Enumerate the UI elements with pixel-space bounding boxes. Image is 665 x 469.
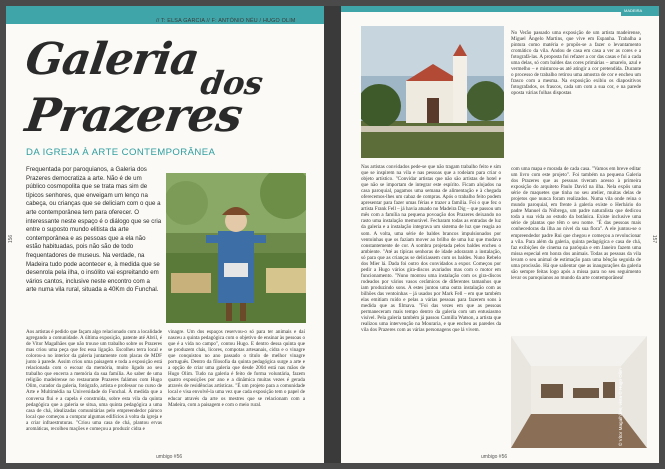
gallery-photo [511, 336, 647, 448]
right-page [341, 6, 659, 463]
left-page [6, 6, 324, 463]
page-number-left: 156 [8, 234, 15, 244]
page-number-right: 157 [650, 234, 657, 244]
body-column-3: Nas artistas convidados pede-se que não tragam trabalho feito e sim que se inspirem na vila e nas pessoas que a rodeiam para criar o objeto artístico. "Convidar artistas que não são artistas de hotel e que não se importam de integrar este espírito. Ficam alojados na casa paroquial, pagamos uma semana de alimentação e à chegada oferecemos-lhes um cabaz de compras. Após o trabalho feito podem apresentar para fazer umas férias e trazer a família. Foi o que fez o artista Frank Fell – já havia atuado no Madeira Dig – que passou um mês com a família na pequena povoação dos Prazeres deixando no rasto uma instalação memorável. Fecharam todas as entradas de luz da galeria e a instalação integrava um sistema de luz que reagia ao som. A volta, uma série de baldes brancos impulsionados por ventoinhas que os faziam mover ao brilho de uma luz que mudava constantemente de cor. A sombra projetada pelos baldes encheu o ambiente. "Até as típicas senhoras de idade adoraram a instalação, só para que as crianças se deliciassem com os baldes. Nuno Rebelo dos Mier lá. Dada foi outro dos convidados a expor. Começou por pedir a Hugo vários gira-discos avariados mas com o motor em funcionamento. "Nuno montou uma instalação com os gira-discos rodeados por vários vasos cerâmicos de diferentes tamanhos que iam produzindo sons. A estes juntou uma outra instalação com as bilhões das ventoinhas – já usados por Mark Fell – em que também elas emitiam ruído e pelas a várias pessoas para fazerem sons à medida que as filmava. "Foi das vezes em que as pessoas permaneceram mais tempo dentro da galeria com um entusiasmo visível. Pela galeria também já passou Camilla Watson, a artista que realizou uma intervenção na Mouraria, e que encheu as paredes da vila dos Prazeres com as várias personagens que lá vivem. [361, 164, 501, 334]
title-line-1: Galeria [22, 34, 202, 85]
body-column-2: vinagre. Um dos espaços reservou-o só para ter animais e daí nasceu a quinta pedagógica com o objetivo de ensinar às pessoas o que é a vida no campo", contou Hugo. E dentro dessa quinta que se produzem chás, licores, compotas artesanais, cidra e o vinagre que conquistou no ano passado o título de melhor vinagre português. Dentro da filosofia da quinta pedagógica surge a arte e a opção de criar uma galeria que desde 2004 está nas mãos de Hugo Olim. Tudo na galeria é feito de forma voluntária, fazem quatro exposições por ano e a dinâmica muitas vezes é gerada através de residências artísticas. "É um projeto para a comunidade local e visa envolvê-la uma vez que cada exposição tem o papel de educar através da arte os mestres que se relacionam com a Madeira, com a paisagem e com o meio rural. [168, 329, 305, 408]
article-subtitle: DA IGREJA À ARTE CONTEMPORÂNEA [26, 147, 216, 158]
scarecrow-photo [166, 173, 306, 323]
intro-paragraph: Frequentada por paroquianos, a Galeria dos Prazeres democratiza a arte. Não é de um público cosmopolita que se trata mas sim de típicos senhores, que enveigam um lenço na cabeça, ou crianças que se deliciam com o que a arte contemporânea tem para oferecer. O interessante neste espaço é o diálogo que se cria entre o suposto mundo elitista da arte contemporânea e as pessoas que a ela não estão habituadas, pois não são de todo frequentadores de museus. Na verdade, na Madeira tudo pode acontecer e, à medida que se desenrola pela ilha, o insólito vai espreitando em vários cantos, inclusive neste encontro com a arte numa vila rural, situada a 40Km do Funchal. [26, 166, 162, 294]
header-bar-right [341, 6, 659, 12]
photo-caption: © Vítor Magalhães, vista © Hugo Olim [618, 368, 623, 446]
body-column-4: com uma mapa e morada de cada casa. "Vamos em breve editar um livro com este projeto". Foi também na pequena Galeria dos Prazeres que as pessoas tiveram acesso à primeira exposição do arquiteto Paulo David na ilha. Nela expôs uma série de maquetes que tinha no seu atelier, muitas delas de projetos que nunca foram realizados. Numa vila onde reina o mundo paroquial, em frente à galeria existe o Herbário do padre Manuel da Nóbrega, um padre naturalista que dedicou toda a sua vida ao estudo da botânica. Existe inclusive uma série de plantas que têm o seu nome. "É das pessoas mais conhecedoras da ilha ao nível da sua flora". A ele juntou-se o empreendedor padre Rui que chegou e começou a revolucionar a vila. Para além da galeria, quinta pedagógica e casa de chá, faz exibições de cinema na paróquia e em Janeiro fazem uma missa especial em honra dos animais. Todas as pessoas da vila levam o seu animal de estimação para uma bênção seguida de uma procissão. Há que salientar que as inaugurações da galeria são sempre feitas logo após a missa para no seu seguimento levar os paroquianos ao mundo da arte contemporânea! [511, 166, 641, 281]
body-column-top: No Verão passado uma exposição de um artista madeirense, Miguel Ângelo Martins, que vive em Espanha. Trabalha a pintura como matéria e propôs-se a fazer o levantamento cromático da vila. Andou de casa em casa a ver as cores e a fotografá-las. A proposta foi refazer a cor das casas e foi a cada uma delas, só com baldes das cores primárias – amarelo, azul e vermelho – e misturou-as até atingir a cor pretendida. Durante o processo de trabalho retirou uma amostra de cor e encheu um frasco com a mesma. Na exposição exibiu os diapositivos fotografados, os frascos, cada um com a sua cor, e na parede oposta várias folhas dispostas [511, 30, 641, 97]
title-line-2: dos [198, 64, 266, 102]
credits: // T: ELSA GARCIA // F: ANTÓNIO NÉU / HUGO OLIM [156, 18, 296, 24]
spine-gutter [324, 6, 341, 463]
body-column-1: Aos artistas é pedido que façam algo relacionado com a localidade agregando a comunidade. A última exposição, patente até Abril, é de Vítor Magalhães que não trouxe um trabalho sobre os Prazeres mas criou uma peça que fez essa ligação. Escolheu terra local e colorou-a no interior da galeria juntamente com placas de MDF junto à parede. Assim criou uma paisagem e toda a exposição está relacionada com o escoar da memória, muito ligado ao seu trabalho que encerra a memória da sua família. Ao saber de uma religião madeirense no restaurante Prazeres falámos com Hugo Olim, curador da galeria, fotógrafo, artista e professor no curso de Arte e Multimédia na Universidade do Funchal. À medida que a conversa flui e a capela é construída, sobre esta vila da quinta pedagógica que a galeria se situa, uma quinta pedagógica a uma casa de chá, idealizadas comunitárias pelo empreendedor pároco local que começou a comprar algumas edifícios à volta da igreja e a criar infraestruturas. "Criou uma casa de chá, plantou ervas aromáticas, recolheu mações e começou a produzir cidra e [26, 329, 162, 432]
church-photo [361, 26, 504, 158]
section-tab: MADEIRA [621, 6, 659, 16]
title-line-3: Prazeres [22, 88, 246, 142]
footer-left: umbigo #56 [156, 454, 183, 460]
footer-right: umbigo #56 [481, 454, 508, 460]
